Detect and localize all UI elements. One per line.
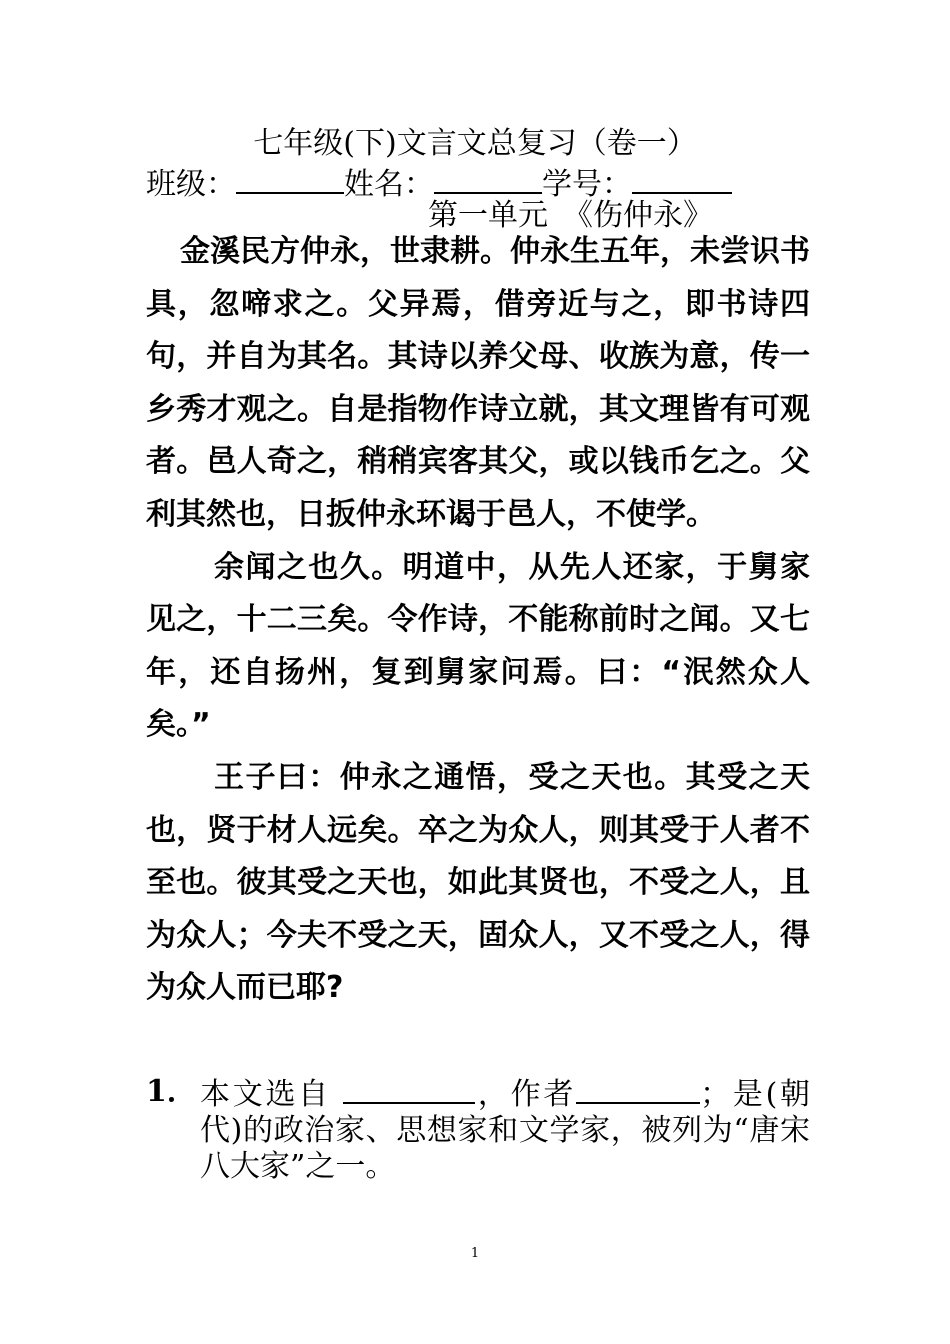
author-blank[interactable] [576,1074,700,1104]
class-blank[interactable] [236,164,344,194]
class-label: 班级： [146,167,236,202]
number-blank[interactable] [632,164,732,194]
classical-text-passage [146,226,810,1015]
page-number: 1 [470,1246,480,1261]
number-label: 学号： [542,167,632,202]
question-number: 1． [146,1074,197,1109]
unit-heading: 第一单元 《伤仲永》 [428,198,713,233]
source-blank[interactable] [343,1074,475,1104]
question-part-1: 本文选自 [200,1077,331,1112]
passage-paragraph-1: 金溪民方仲永，世隶耕。仲永生五年，未尝识书具，忽啼求之。父异焉，借旁近与之，即书诗四句，并自为其名。其诗以养父母、收族为意，传一乡秀才观之。自是指物作诗立就，其文理皆有可观者。邑人奇之，稍稍宾客其父，或以钱币乞之。父利其然也，日扳仲永环谒于邑人，不使学。 [146,234,810,532]
passage-paragraph-2: 余闻之也久。明道中，从先人还家，于舅家见之，十二三矣。令作诗，不能称前时之闻。又七年，还自扬州，复到舅家问焉。曰：“泯然众人矣。” [146,549,810,743]
question-part-2: ，作者 [475,1077,577,1112]
question-1 [146,1074,810,1185]
question-part-3: ；是(朝代)的政治家、思想家和文学家，被列为“唐宋八大家”之一。 [200,1077,810,1184]
name-label: 姓名： [344,167,434,202]
name-blank[interactable] [434,164,542,194]
question-text [200,1074,810,1185]
passage-paragraph-3: 王子曰：仲永之通悟，受之天也。其受之天也，贤于材人远矣。卒之为众人，则其受于人者不至也。彼其受之天也，如此其贤也，不受之人，且为众人；今夫不受之天，固众人，又不受之人，得为众人而已耶? [146,759,810,1006]
page-title: 七年级(下)文言文总复习（卷一） [253,126,697,161]
